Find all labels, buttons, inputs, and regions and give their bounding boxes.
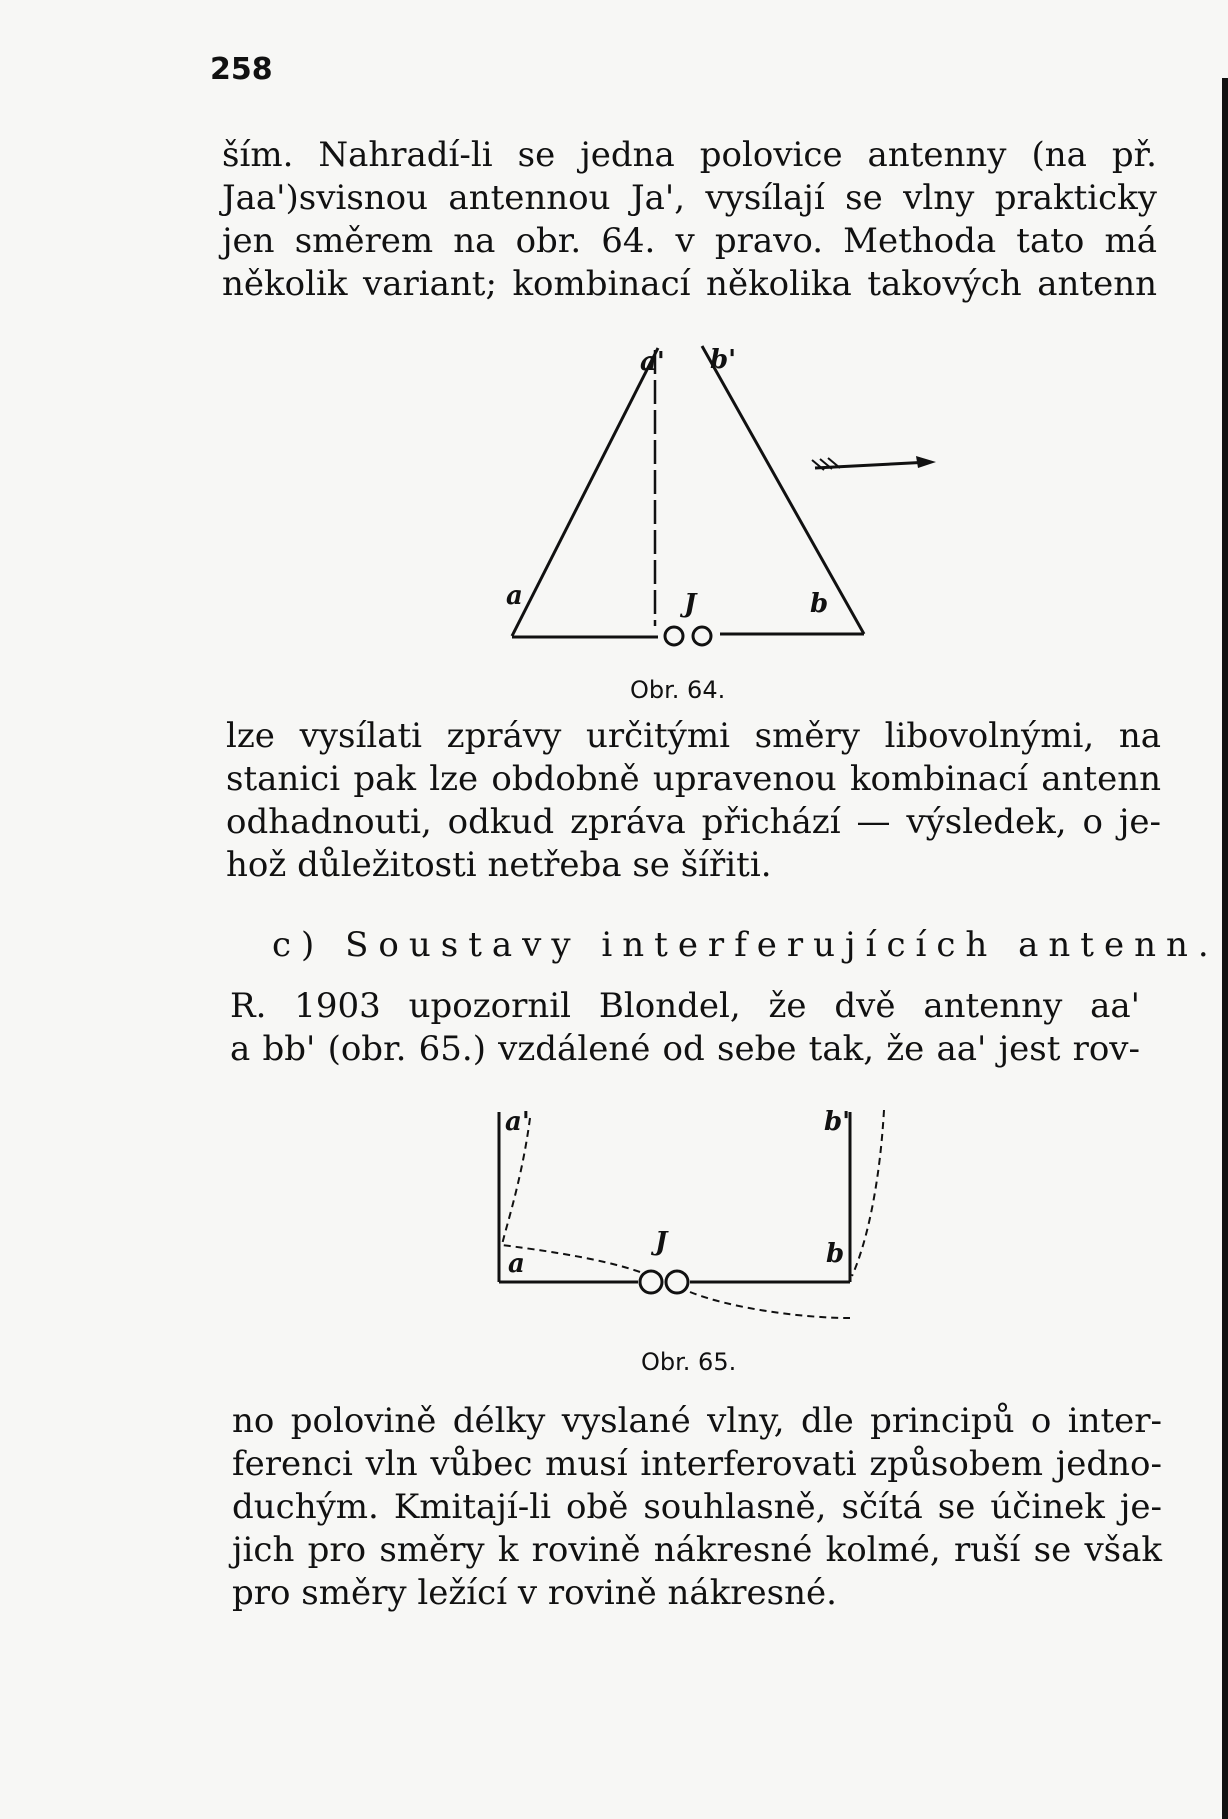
text-line: Jaa')svisnou antennou Ja', vysílají se vlny prakticky [222, 178, 1157, 218]
fig65-circle-left [640, 1271, 662, 1293]
text-line: stanici pak lze obdobně upravenou kombinací antenn [226, 759, 1161, 799]
figure-64-caption: Obr. 64. [630, 676, 726, 704]
text-line: několik variant; kombinací několika takových antenn [222, 264, 1157, 304]
text-line: ším. Nahradí-li se jedna polovice antenny (na př. [222, 135, 1157, 175]
fig65-dashed-curve-b [690, 1110, 884, 1318]
fig65-label-b: b [826, 1239, 845, 1269]
paragraph-3 [230, 985, 1140, 1071]
paragraph-2 [226, 715, 1161, 887]
fig64-arrow-shaft [815, 462, 930, 468]
section-heading: c) Soustavy interferujících antenn. [272, 925, 1219, 965]
fig64-label-j: J [684, 589, 697, 619]
fig64-label-b: b [810, 589, 829, 619]
fig64-line-b [702, 346, 864, 634]
text-line: a bb' (obr. 65.) vzdálené od sebe tak, že aa' jest rov- [230, 1029, 1140, 1069]
fig65-label-b-prime: b' [824, 1107, 851, 1137]
fig65-circle-right [666, 1271, 688, 1293]
figure-65-caption: Obr. 65. [641, 1348, 737, 1376]
fig64-label-a: a [506, 581, 523, 611]
text-line: lze vysílati zprávy určitými směry libovolnými, na [226, 716, 1161, 756]
text-line: hož důležitosti netřeba se šířiti. [226, 845, 772, 885]
text-line: jen směrem na obr. 64. v pravo. Methoda tato má [222, 221, 1157, 261]
paragraph-4 [232, 1400, 1162, 1615]
page-number: 258 [210, 52, 273, 87]
text-line: jich pro směry k rovině nákresné kolmé, ruší se však [232, 1530, 1162, 1570]
figure-65-diagram [499, 1110, 884, 1318]
text-line: R. 1903 upozornil Blondel, že dvě antenny aa' [230, 986, 1140, 1026]
fig65-label-j: J [655, 1227, 668, 1257]
text-line: ferenci vln vůbec musí interferovati způsobem jedno- [232, 1444, 1162, 1484]
fig64-label-a-prime: a' [640, 347, 665, 377]
text-line: duchým. Kmitají-li obě souhlasně, sčítá se účinek je- [232, 1487, 1162, 1527]
fig64-arrow-head [916, 456, 936, 468]
fig64-label-b-prime: b' [710, 345, 737, 375]
fig65-label-a: a [508, 1249, 525, 1279]
text-line: no polovině délky vyslané vlny, dle principů o inter- [232, 1401, 1162, 1441]
fig64-circle-left [665, 627, 683, 645]
fig64-line-a [512, 348, 658, 636]
text-line: odhadnouti, odkud zpráva přichází — výsledek, o je- [226, 802, 1161, 842]
text-line: pro směry ležící v rovině nákresné. [232, 1573, 837, 1613]
fig64-circle-right [693, 627, 711, 645]
fig65-label-a-prime: a' [505, 1107, 530, 1137]
